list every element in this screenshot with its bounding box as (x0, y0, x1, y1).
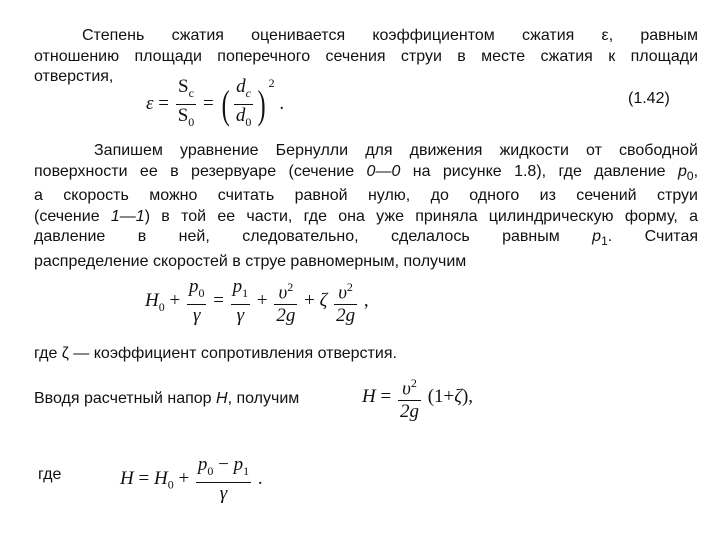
text-line: где ζ — коэффициент сопротивления отверстия. (34, 345, 397, 362)
paragraph-bernoulli (34, 141, 698, 272)
formula-design-head: $H = H_0$ + $\frac{p_0 - p_1}{\gamma}$ . (120, 454, 263, 504)
equals-sign: = (203, 93, 214, 114)
text-line: давление в ней, следовательно, сделалось равным $p_1$. Считая (34, 228, 699, 249)
paragraph-zeta (34, 344, 698, 365)
paragraph-where (38, 465, 98, 486)
text-line: распределение скоростей в струе равномерным, получим (34, 252, 467, 270)
epsilon-symbol: ε (146, 93, 154, 114)
text-line: где (38, 466, 62, 483)
text-line: отверстия, (34, 68, 114, 85)
diameter-fraction: $\frac{d_c}{d_0}$ (235, 76, 252, 129)
formula-head: H = $\frac{\upsilon^2}{2g}$ (1+ζ), (362, 372, 473, 423)
text-line: Запишем уравнение Бернулли для движения жидкости от свободной (94, 142, 698, 159)
formula-compression-ratio: ε = $\frac{S_c}{S_0}$ = ( $\frac{d_c}{d_0}$ ) $^2$ . (146, 76, 284, 133)
text-line: (сечение 1—1) в той ее части, где она уже приняла цилиндрическую форму, а (34, 207, 699, 225)
paragraph-head (34, 389, 354, 410)
paragraph-compression (34, 26, 698, 88)
equals-sign: = (158, 93, 169, 114)
text-line: Степень сжатия оценивается коэффициентом сжатия ε, равным (82, 27, 698, 44)
area-fraction: $\frac{S_c}{S_0}$ (177, 76, 195, 129)
formula-bernoulli: $H_0$ + $\frac{p_0}{\gamma}$ = $\frac{p_1}{\gamma}$ + $\frac{\upsilon^2}{2g}$ + ζ $\frac{\upsilon^2}{2g}$ , (145, 276, 369, 327)
text-line: поверхности ее в резервуаре (сечение 0—0 на рисунке 1.8), где давление $p_0$, (34, 162, 699, 183)
power: 2 (268, 76, 275, 90)
text-line: Вводя расчетный напор H, получим (34, 390, 300, 407)
text-line: а скорость можно считать равной нулю, до одного из сечений струи (34, 187, 698, 205)
text-line: отношению площади поперечного сечения струи в месте сжатия к площади (34, 47, 698, 65)
equation-number: (1.42) (628, 90, 670, 107)
